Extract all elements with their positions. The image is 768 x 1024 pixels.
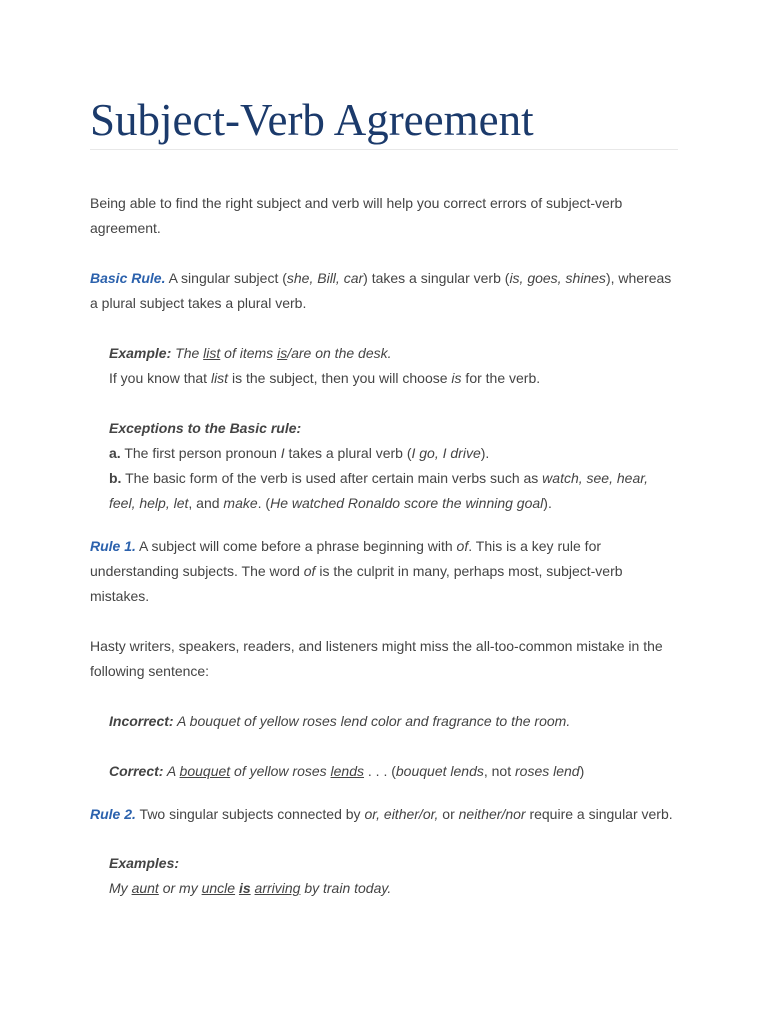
examples2-text-9: by train today. xyxy=(300,880,392,896)
rule2-paragraph xyxy=(90,802,678,827)
correct-text-5: . . . ( xyxy=(364,763,396,779)
hasty-paragraph: Hasty writers, speakers, readers, and listeners might miss the all-too-common mistake in the following sentence: xyxy=(90,638,663,679)
correct-text-9: ) xyxy=(579,763,585,779)
examples2-text-2: aunt xyxy=(131,880,159,896)
exception-a-1: The first person pronoun xyxy=(120,445,281,461)
exception-b-label: b. xyxy=(109,470,122,486)
intro-paragraph: Being able to find the right subject and verb will help you correct errors of subject-verb agreement. xyxy=(90,195,623,236)
exception-b-7: ). xyxy=(543,495,552,511)
basic-rule-text-1: A singular subject ( xyxy=(165,270,287,286)
examples2-text-3: or my xyxy=(158,880,202,896)
exceptions-paragraph xyxy=(109,416,678,516)
example-text-4: is xyxy=(277,345,288,361)
incorrect-text: A bouquet of yellow roses lend color and fragrance to the room. xyxy=(173,713,571,729)
incorrect-example xyxy=(109,709,678,734)
examples2-text-1: My xyxy=(109,880,132,896)
examples2-paragraph xyxy=(109,851,678,901)
exception-b-3: , and xyxy=(188,495,224,511)
correct-label: Correct: xyxy=(109,763,164,779)
page-title: Subject-Verb Agreement xyxy=(90,95,534,145)
correct-text-2: bouquet xyxy=(179,763,231,779)
correct-text-6: bouquet lends xyxy=(395,763,484,779)
example-line2-a: If you know that xyxy=(109,370,211,386)
example-line2-b: list xyxy=(210,370,229,386)
exception-a-3: takes a plural verb ( xyxy=(284,445,412,461)
example-line2-d: is xyxy=(451,370,462,386)
correct-text-1: A xyxy=(163,763,180,779)
exceptions-heading: Exceptions to the Basic rule: xyxy=(109,420,302,436)
basic-rule-text-2: she, Bill, car xyxy=(286,270,364,286)
exception-b-1: The basic form of the verb is used after certain main verbs such as xyxy=(121,470,543,486)
basic-rule-label: Basic Rule. xyxy=(90,270,166,286)
rule1-text-3: . This is a key rule for understanding subjects. The word xyxy=(90,538,602,579)
basic-rule-text-4: is, goes, shines xyxy=(509,270,606,286)
rule2-label: Rule 2. xyxy=(90,806,136,822)
example-text-5: /are on the desk. xyxy=(287,345,392,361)
rule1-text-1: A subject will come before a phrase beginning with xyxy=(135,538,457,554)
exception-b-2: watch, see, hear, feel, help, let xyxy=(109,470,649,511)
exception-a-4: I go, I drive xyxy=(411,445,481,461)
examples2-text-6: is xyxy=(238,880,251,896)
title-divider xyxy=(90,149,678,150)
incorrect-label: Incorrect: xyxy=(109,713,174,729)
exception-b-6: He watched Ronaldo score the winning goal xyxy=(270,495,544,511)
rule1-text-5: is the culprit in many, perhaps most, subject-verb mistakes. xyxy=(90,563,623,604)
rule2-text-4: neither/nor xyxy=(458,806,526,822)
exception-a-5: ). xyxy=(480,445,490,461)
example-line2-e: for the verb. xyxy=(461,370,541,386)
correct-example xyxy=(109,759,678,784)
exception-b-4: make xyxy=(223,495,258,511)
correct-text-7: , not xyxy=(483,763,515,779)
example-text-3: of items xyxy=(220,345,278,361)
rule1-label: Rule 1. xyxy=(90,538,136,554)
correct-text-8: roses lend xyxy=(515,763,580,779)
correct-text-3: of yellow roses xyxy=(230,763,331,779)
rule2-text-5: require a singular verb. xyxy=(525,806,673,822)
example-line2-c: is the subject, then you will choose xyxy=(228,370,452,386)
example-label: Example: xyxy=(109,345,172,361)
example-paragraph xyxy=(109,341,678,391)
rule2-text-1: Two singular subjects connected by xyxy=(135,806,365,822)
rule1-text-4: of xyxy=(303,563,316,579)
examples2-text-4: uncle xyxy=(201,880,236,896)
rule1-text-2: of xyxy=(456,538,469,554)
exception-b-5: . ( xyxy=(257,495,271,511)
rule2-text-3: or xyxy=(438,806,459,822)
basic-rule-text-3: ) takes a singular verb ( xyxy=(363,270,510,286)
basic-rule-paragraph xyxy=(90,266,678,316)
basic-rule-text-5: ), whereas a plural subject takes a plural verb. xyxy=(90,270,672,311)
examples2-label: Examples: xyxy=(109,855,180,871)
examples2-text-8: arriving xyxy=(254,880,301,896)
rule2-text-2: or, either/or, xyxy=(364,806,439,822)
example-text-1: The xyxy=(171,345,204,361)
exception-a-2: I xyxy=(280,445,285,461)
rule1-paragraph xyxy=(90,534,678,609)
example-text-2: list xyxy=(203,345,221,361)
exception-a-label: a. xyxy=(109,445,121,461)
correct-text-4: lends xyxy=(330,763,364,779)
